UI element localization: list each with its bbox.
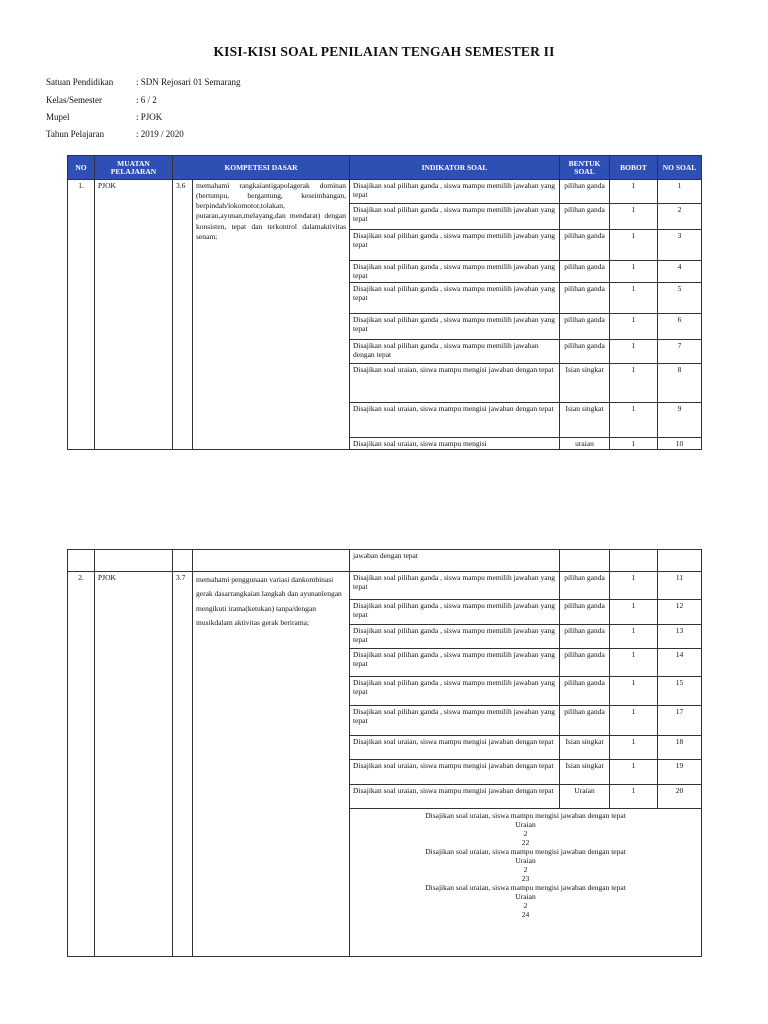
bentuk-cell: Uraian	[560, 785, 610, 809]
nosoal-cell: 15	[658, 677, 702, 706]
table-row	[68, 180, 702, 204]
bentuk-cell: Isian singkat	[560, 760, 610, 785]
meta-value: : PJOK	[136, 112, 163, 122]
bentuk-cell: uraian	[560, 438, 610, 450]
nosoal-cell: 19	[658, 760, 702, 785]
meta-label: Satuan Pendidikan	[46, 77, 114, 87]
merged-bentuk: Uraian	[515, 892, 536, 901]
bentuk-cell: pilihan ganda	[560, 261, 610, 283]
empty-cell	[560, 550, 610, 572]
header-muatan: MUATAN PELAJARAN	[95, 156, 173, 180]
bobot-cell: 1	[610, 204, 658, 230]
bentuk-cell: pilihan ganda	[560, 625, 610, 649]
bentuk-cell: pilihan ganda	[560, 649, 610, 677]
indikator-cell: Disajikan soal pilihan ganda , siswa mampu memilih jawaban yang tepat	[350, 625, 560, 649]
bentuk-cell: Isian singkat	[560, 736, 610, 760]
empty-cell	[193, 550, 350, 572]
indikator-cell: Disajikan soal uraian, siswa mampu mengisi	[350, 438, 560, 450]
row-kd: memahami rangkaiantigapolagerak dominan (bertumpu, bergantung, keseimbangan, berpindah/lokomotor,tolakan, putaran,ayunan,melayang,dan mendarat) dengan konsisten, tepat dan terkontrol dalamaktivitas senam;	[193, 180, 350, 450]
row-kd-no: 3.6	[173, 180, 193, 450]
bentuk-cell: pilihan ganda	[560, 180, 610, 204]
indikator-cell: Disajikan soal uraian, siswa mampu mengisi jawaban dengan tepat	[350, 785, 560, 809]
empty-cell	[173, 550, 193, 572]
meta-value: : 2019 / 2020	[136, 129, 184, 139]
row-kd-no: 3.7	[173, 572, 193, 957]
indikator-cell: Disajikan soal uraian, siswa mampu mengisi jawaban dengan tepat	[350, 403, 560, 438]
header-nosoal: NO SOAL	[658, 156, 702, 180]
row-muatan: PJOK	[95, 572, 173, 957]
kisi-table-2	[67, 549, 702, 957]
bentuk-cell: pilihan ganda	[560, 230, 610, 261]
nosoal-cell: 13	[658, 625, 702, 649]
indikator-cell: Disajikan soal pilihan ganda , siswa mampu memilih jawaban yang tepat	[350, 230, 560, 261]
bobot-cell: 1	[610, 625, 658, 649]
empty-cell	[610, 550, 658, 572]
indikator-cell: Disajikan soal uraian, siswa mampu mengisi jawaban dengan tepat	[350, 736, 560, 760]
empty-cell	[658, 550, 702, 572]
bentuk-cell: pilihan ganda	[560, 572, 610, 600]
indikator-cell: Disajikan soal pilihan ganda , siswa mampu memilih jawaban dengan tepat	[350, 340, 560, 364]
bobot-cell: 1	[610, 283, 658, 314]
nosoal-cell: 20	[658, 785, 702, 809]
nosoal-cell: 4	[658, 261, 702, 283]
merged-nosoal: 22	[521, 838, 530, 847]
indikator-cell: Disajikan soal pilihan ganda , siswa mampu memilih jawaban yang tepat	[350, 649, 560, 677]
bobot-cell: 1	[610, 180, 658, 204]
indikator-cell: Disajikan soal pilihan ganda , siswa mampu memilih jawaban yang tepat	[350, 283, 560, 314]
kisi-table-1	[67, 155, 702, 450]
bobot-cell: 1	[610, 403, 658, 438]
merged-bentuk: Uraian	[515, 820, 536, 829]
bentuk-cell: Isian singkat	[560, 364, 610, 403]
merged-bobot: 2	[523, 901, 528, 910]
bobot-cell: 1	[610, 340, 658, 364]
indikator-cell: Disajikan soal pilihan ganda , siswa mampu memilih jawaban yang tepat	[350, 314, 560, 340]
empty-cell	[68, 550, 95, 572]
nosoal-cell: 18	[658, 736, 702, 760]
bentuk-cell: pilihan ganda	[560, 677, 610, 706]
nosoal-cell: 6	[658, 314, 702, 340]
bobot-cell: 1	[610, 314, 658, 340]
bentuk-cell: pilihan ganda	[560, 600, 610, 625]
merged-bentuk: Uraian	[515, 856, 536, 865]
bobot-cell: 1	[610, 649, 658, 677]
nosoal-cell: 8	[658, 364, 702, 403]
nosoal-cell: 12	[658, 600, 702, 625]
nosoal-cell: 10	[658, 438, 702, 450]
bobot-cell: 1	[610, 785, 658, 809]
table-row	[68, 572, 702, 600]
nosoal-cell: 2	[658, 204, 702, 230]
bentuk-cell: Isian singkat	[560, 403, 610, 438]
header-indikator: INDIKATOR SOAL	[350, 156, 560, 180]
merged-indikator: Disajikan soal uraian, siswa mampu mengisi jawaban dengan tepat	[425, 811, 626, 820]
merged-bobot: 2	[523, 829, 528, 838]
bentuk-cell: pilihan ganda	[560, 314, 610, 340]
merged-indikator: Disajikan soal uraian, siswa mampu mengisi jawaban dengan tepat	[425, 847, 626, 856]
meta-label: Tahun Pelajaran	[46, 129, 105, 139]
merged-uraian-cell	[350, 809, 702, 957]
page-title: KISI-KISI SOAL PENILAIAN TENGAH SEMESTER II	[213, 44, 555, 59]
indikator-cell: Disajikan soal uraian, siswa mampu mengisi jawaban dengan tepat	[350, 760, 560, 785]
meta-value: : SDN Rejosari 01 Semarang	[136, 77, 241, 87]
nosoal-cell: 9	[658, 403, 702, 438]
meta-label: Mupel	[46, 112, 70, 122]
row-no: 2.	[68, 572, 95, 957]
bobot-cell: 1	[610, 261, 658, 283]
empty-cell	[95, 550, 173, 572]
indikator-cell: Disajikan soal pilihan ganda , siswa mampu memilih jawaban yang tepat	[350, 180, 560, 204]
row-no: 1.	[68, 180, 95, 450]
indikator-cell: Disajikan soal uraian, siswa mampu mengisi jawaban dengan tepat	[350, 364, 560, 403]
header-bentuk: BENTUK SOAL	[560, 156, 610, 180]
bobot-cell: 1	[610, 677, 658, 706]
merged-bobot: 2	[523, 865, 528, 874]
row-muatan: PJOK	[95, 180, 173, 450]
bobot-cell: 1	[610, 230, 658, 261]
nosoal-cell: 3	[658, 230, 702, 261]
bentuk-cell: pilihan ganda	[560, 706, 610, 736]
bobot-cell: 1	[610, 706, 658, 736]
bentuk-cell: pilihan ganda	[560, 283, 610, 314]
indikator-cell: jawaban dengan tepat	[350, 550, 560, 572]
merged-indikator: Disajikan soal uraian, siswa mampu mengisi jawaban dengan tepat	[425, 883, 626, 892]
nosoal-cell: 11	[658, 572, 702, 600]
bentuk-cell: pilihan ganda	[560, 340, 610, 364]
bentuk-cell: pilihan ganda	[560, 204, 610, 230]
header-no: NO	[68, 156, 95, 180]
bobot-cell: 1	[610, 438, 658, 450]
nosoal-cell: 14	[658, 649, 702, 677]
row-kd: memahami penggunaan variasi dankombinasi gerak dasarrangkaian langkah dan ayunanlengan mengikuti irama(ketukan) tanpa/dengan musikdalam aktivitas gerak berirama;	[193, 572, 350, 957]
meta-value: : 6 / 2	[136, 95, 157, 105]
bobot-cell: 1	[610, 600, 658, 625]
indikator-cell: Disajikan soal pilihan ganda , siswa mampu memilih jawaban yang tepat	[350, 600, 560, 625]
indikator-cell: Disajikan soal pilihan ganda , siswa mampu memilih jawaban yang tepat	[350, 572, 560, 600]
bobot-cell: 1	[610, 736, 658, 760]
meta-label: Kelas/Semester	[46, 95, 102, 105]
bobot-cell: 1	[610, 364, 658, 403]
bobot-cell: 1	[610, 572, 658, 600]
nosoal-cell: 7	[658, 340, 702, 364]
merged-nosoal: 24	[521, 910, 530, 919]
merged-nosoal: 23	[521, 874, 530, 883]
table-row	[68, 550, 702, 572]
indikator-cell: Disajikan soal pilihan ganda , siswa mampu memilih jawaban yang tepat	[350, 677, 560, 706]
indikator-cell: Disajikan soal pilihan ganda , siswa mampu memilih jawaban yang tepat	[350, 261, 560, 283]
nosoal-cell: 5	[658, 283, 702, 314]
indikator-cell: Disajikan soal pilihan ganda , siswa mampu memilih jawaban yang tepat	[350, 204, 560, 230]
header-kd: KOMPETESI DASAR	[173, 156, 350, 180]
header-bobot: BOBOT	[610, 156, 658, 180]
bobot-cell: 1	[610, 760, 658, 785]
nosoal-cell: 1	[658, 180, 702, 204]
indikator-cell: Disajikan soal pilihan ganda , siswa mampu memilih jawaban yang tepat	[350, 706, 560, 736]
nosoal-cell: 17	[658, 706, 702, 736]
